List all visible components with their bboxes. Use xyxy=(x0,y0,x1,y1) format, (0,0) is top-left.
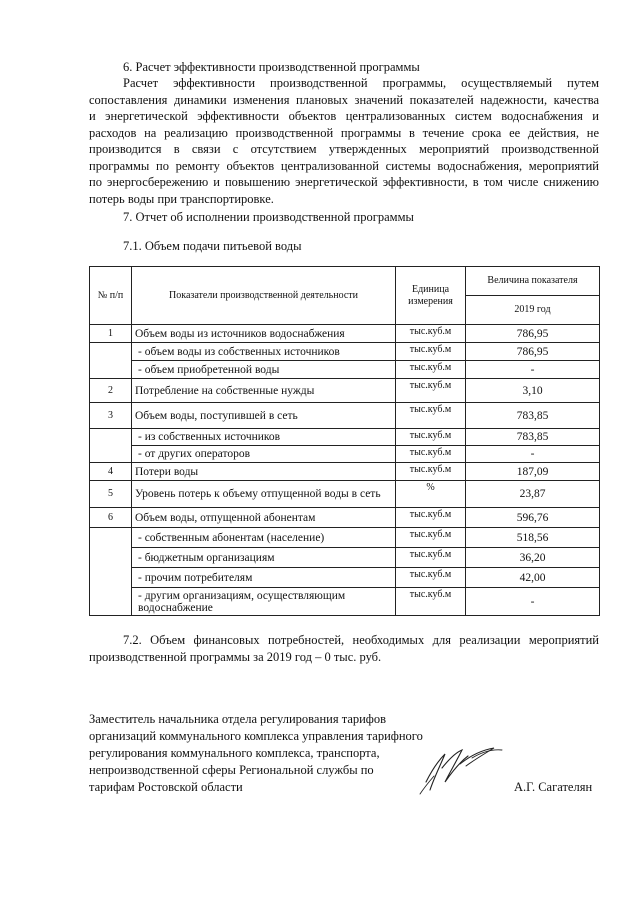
table-row xyxy=(90,528,600,548)
row-indicator: Потери воды xyxy=(132,463,396,481)
table-row xyxy=(90,508,600,528)
signatory-title-line: организаций коммунального комплекса управления тарифного xyxy=(89,729,423,743)
table-row xyxy=(90,548,600,568)
row-unit: тыс.куб.м xyxy=(396,568,466,588)
table-row xyxy=(90,403,600,429)
signatory-name: А.Г. Сагателян xyxy=(514,780,593,794)
table-row xyxy=(90,568,600,588)
row-indicator: Потребление на собственные нужды xyxy=(132,379,396,403)
row-value: 42,00 xyxy=(466,568,600,588)
paragraph-line: программы по ремонту объектов централизованной системы водоснабжения, мероприятий xyxy=(89,158,599,173)
row-indicator: - собственным абонентам (население) xyxy=(132,528,396,548)
table-row xyxy=(90,325,600,343)
row-unit: тыс.куб.м xyxy=(396,508,466,528)
handwritten-signature xyxy=(412,738,512,800)
section-7-heading: 7. Отчет об исполнении производственной программы xyxy=(123,210,414,224)
table-row xyxy=(90,361,600,379)
section-7-2-paragraph xyxy=(89,632,599,665)
row-num xyxy=(90,528,132,616)
row-indicator: - прочим потребителям xyxy=(132,568,396,588)
paragraph-line: сопоставления динамики изменения плановых значений показателей надежности, качества xyxy=(89,92,599,107)
row-unit: тыс.куб.м xyxy=(396,403,466,429)
row-num xyxy=(90,429,132,463)
row-indicator: - объем приобретенной воды xyxy=(132,361,396,379)
header-num: № п/п xyxy=(90,267,132,325)
paragraph-line: производится в связи с отсутствием утвержденных мероприятий производственной xyxy=(89,142,599,156)
table-row xyxy=(90,343,600,361)
signatory-title xyxy=(89,711,449,796)
row-num: 1 xyxy=(90,325,132,343)
row-value: 786,95 xyxy=(466,343,600,361)
row-value: - xyxy=(466,361,600,379)
paragraph-line: потерь воды при транспортировке. xyxy=(89,191,274,206)
row-unit: тыс.куб.м xyxy=(396,325,466,343)
row-indicator: - бюджетным организациям xyxy=(132,548,396,568)
row-indicator: - из собственных источников xyxy=(132,429,396,446)
header-unit: Единица измерения xyxy=(396,267,466,325)
table-row xyxy=(90,429,600,446)
table-row xyxy=(90,588,600,616)
row-value: 36,20 xyxy=(466,548,600,568)
table-row xyxy=(90,481,600,508)
row-num xyxy=(90,343,132,379)
row-unit: тыс.куб.м xyxy=(396,361,466,379)
row-unit: тыс.куб.м xyxy=(396,588,466,616)
section-7-1-heading: 7.1. Объем подачи питьевой воды xyxy=(123,239,302,253)
row-indicator: Объем воды из источников водоснабжения xyxy=(132,325,396,343)
signatory-title-line: непроизводственной сферы Региональной службы по xyxy=(89,763,374,777)
row-value: 518,56 xyxy=(466,528,600,548)
row-unit: тыс.куб.м xyxy=(396,429,466,446)
row-unit: тыс.куб.м xyxy=(396,343,466,361)
paragraph-line: 7.2. Объем финансовых потребностей, необходимых для реализации мероприятий xyxy=(123,633,599,647)
row-indicator: Объем воды, поступившей в сеть xyxy=(132,403,396,429)
paragraph-line: расходов на реализацию производственной программы в течение срока ее действия, не xyxy=(89,125,599,140)
row-indicator: Объем воды, отпущенной абонентам xyxy=(132,508,396,528)
header-indicator: Показатели производственной деятельности xyxy=(132,267,396,325)
paragraph-line: по энергосбережению и повышению энергетической эффективности, в том числе снижению xyxy=(89,175,599,189)
paragraph-line: производственной программы за 2019 год – 0 тыс. руб. xyxy=(89,649,382,664)
row-indicator: - другим организациям, осуществляющим водоснабжение xyxy=(132,588,396,616)
section-6-heading: 6. Расчет эффективности производственной программы xyxy=(123,60,420,74)
row-unit: тыс.куб.м xyxy=(396,528,466,548)
table-row xyxy=(90,463,600,481)
paragraph-line: и энергетической эффективности объектов централизованных систем водоснабжения и xyxy=(89,109,599,123)
row-num: 4 xyxy=(90,463,132,481)
water-supply-table xyxy=(89,266,600,616)
paragraph-line: Расчет эффективности производственной программы, осуществляемый путем xyxy=(123,76,599,90)
row-value: 783,85 xyxy=(466,429,600,446)
row-unit: % xyxy=(396,481,466,508)
section-6-paragraph xyxy=(89,75,599,207)
row-num: 2 xyxy=(90,379,132,403)
row-value: 596,76 xyxy=(466,508,600,528)
row-value: - xyxy=(466,446,600,463)
row-num: 6 xyxy=(90,508,132,528)
row-value: 187,09 xyxy=(466,463,600,481)
header-value-group: Величина показателя xyxy=(466,267,600,296)
table-row xyxy=(90,446,600,463)
table-row xyxy=(90,379,600,403)
row-num: 3 xyxy=(90,403,132,429)
row-value: 786,95 xyxy=(466,325,600,343)
row-value: 23,87 xyxy=(466,481,600,508)
header-year: 2019 год xyxy=(466,296,600,325)
row-unit: тыс.куб.м xyxy=(396,548,466,568)
signatory-title-line: регулирования коммунального комплекса, транспорта, xyxy=(89,746,380,760)
row-value: 3,10 xyxy=(466,379,600,403)
row-indicator: - от других операторов xyxy=(132,446,396,463)
signatory-title-line: Заместитель начальника отдела регулирования тарифов xyxy=(89,712,387,726)
row-value: 783,85 xyxy=(466,403,600,429)
row-indicator: Уровень потерь к объему отпущенной воды в сеть xyxy=(132,481,396,508)
row-indicator: - объем воды из собственных источников xyxy=(132,343,396,361)
row-unit: тыс.куб.м xyxy=(396,379,466,403)
row-unit: тыс.куб.м xyxy=(396,463,466,481)
row-unit: тыс.куб.м xyxy=(396,446,466,463)
signatory-title-line: тарифам Ростовской области xyxy=(89,780,243,794)
row-num: 5 xyxy=(90,481,132,508)
table-header-row xyxy=(90,267,600,296)
row-value: - xyxy=(466,588,600,616)
